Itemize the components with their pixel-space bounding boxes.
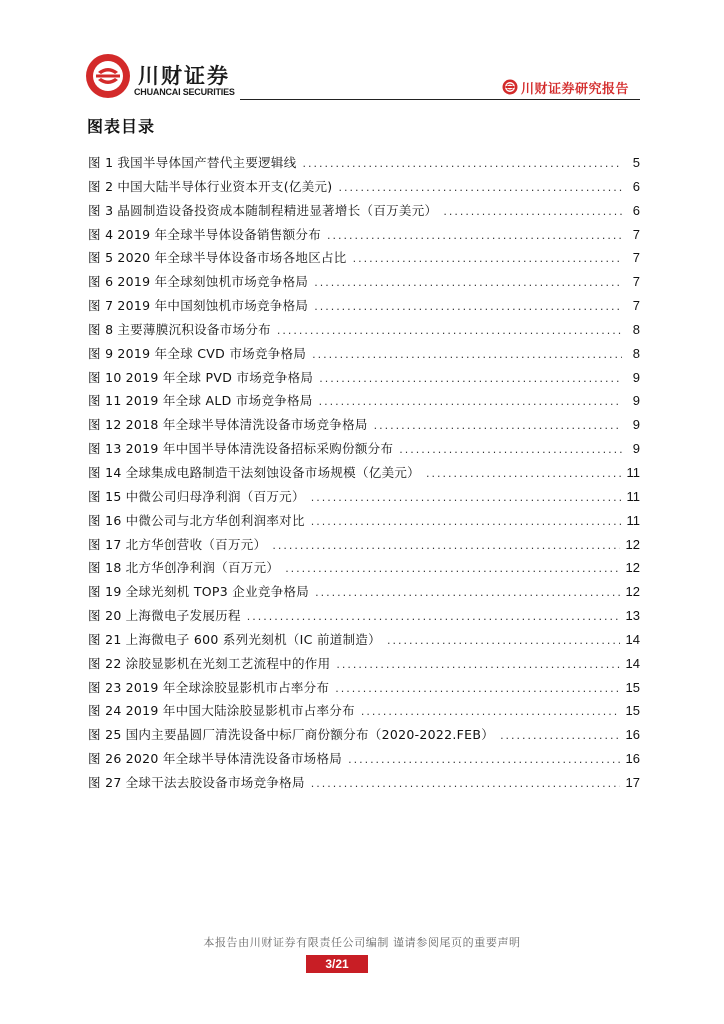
figure-number: 图 5 <box>88 250 114 266</box>
toc-entry[interactable] <box>88 582 640 606</box>
page-number: 7 <box>632 226 640 242</box>
page-number: 9 <box>632 417 640 433</box>
figure-number: 图 21 <box>88 631 122 647</box>
dot-leader <box>336 658 619 671</box>
figure-number: 图 14 <box>88 464 122 480</box>
toc-list <box>88 153 640 797</box>
dot-leader <box>399 443 622 456</box>
figure-number: 图 24 <box>88 703 122 719</box>
dot-leader <box>314 300 622 313</box>
dot-leader <box>374 419 622 432</box>
figure-title: 涂胶显影机在光刻工艺流程中的作用 <box>125 655 331 671</box>
figure-title: 上海微电子发展历程 <box>125 608 241 624</box>
figure-title: 全球集成电路制造干法刻蚀设备市场规模（亿美元） <box>125 464 420 480</box>
dot-leader <box>361 705 620 718</box>
figure-title: 2019 年中国刻蚀机市场竞争格局 <box>117 298 309 314</box>
figure-title: 国内主要晶圆厂清洗设备中标厂商份额分布（2020-2022.FEB） <box>125 727 495 743</box>
toc-entry[interactable] <box>88 201 640 225</box>
page-number: 7 <box>632 274 640 290</box>
figure-number: 图 6 <box>88 274 114 290</box>
dot-leader <box>353 252 622 265</box>
toc-entry[interactable] <box>88 749 640 773</box>
page-number: 16 <box>625 727 640 743</box>
figure-number: 图 3 <box>88 202 114 218</box>
figure-number: 图 25 <box>88 727 122 743</box>
figure-number: 图 16 <box>88 512 122 528</box>
figure-title: 中微公司归母净利润（百万元） <box>125 488 305 504</box>
figure-title: 我国半导体国产替代主要逻辑线 <box>117 155 297 170</box>
brand-name-cn: 川财证券 <box>138 64 230 88</box>
toc-entry[interactable] <box>88 463 640 487</box>
page-number: 14 <box>625 631 640 647</box>
page-number-badge: 3/21 <box>306 955 368 973</box>
page-number: 17 <box>625 774 640 790</box>
toc-entry[interactable] <box>88 177 640 201</box>
dot-leader <box>311 515 621 528</box>
dot-leader <box>311 491 621 504</box>
page-number: 11 <box>626 488 640 504</box>
figure-title: 2019 年全球 PVD 市场竞争格局 <box>125 369 314 385</box>
figure-number: 图 22 <box>88 655 122 671</box>
page-number: 7 <box>632 250 640 266</box>
dot-leader <box>247 610 620 623</box>
toc-entry[interactable] <box>88 439 640 463</box>
toc-entry[interactable] <box>88 368 640 392</box>
page-number: 5 <box>632 155 640 170</box>
dot-leader <box>426 467 621 480</box>
figure-title: 全球光刻机 TOP3 企业竞争格局 <box>125 584 310 600</box>
figure-number: 图 17 <box>88 536 122 552</box>
toc-entry[interactable] <box>88 606 640 630</box>
figure-title: 2019 年中国半导体清洗设备招标采购份额分布 <box>125 441 394 457</box>
page-number: 9 <box>632 369 640 385</box>
page-number: 14 <box>625 655 640 671</box>
dot-leader <box>338 181 622 194</box>
toc-entry[interactable] <box>88 487 640 511</box>
figure-title: 2019 年全球 CVD 市场竞争格局 <box>117 345 307 361</box>
dot-leader <box>327 229 622 242</box>
page-number: 16 <box>625 751 640 767</box>
page-number: 9 <box>632 393 640 409</box>
figure-number: 图 26 <box>88 751 122 767</box>
toc-entry[interactable] <box>88 153 640 177</box>
figure-number: 图 4 <box>88 226 114 242</box>
toc-entry[interactable] <box>88 773 640 797</box>
company-logo <box>84 52 132 100</box>
figure-number: 图 2 <box>88 178 114 194</box>
toc-title: 图表目录 <box>87 117 156 136</box>
dot-leader <box>285 562 619 575</box>
report-logo-icon <box>502 79 518 95</box>
page-number: 12 <box>625 536 640 552</box>
toc-entry[interactable] <box>88 535 640 559</box>
figure-title: 北方华创净利润（百万元） <box>125 560 280 576</box>
dot-leader <box>500 729 619 742</box>
toc-entry[interactable] <box>88 725 640 749</box>
toc-entry[interactable] <box>88 344 640 368</box>
figure-number: 图 27 <box>88 774 122 790</box>
page-number: 6 <box>632 178 640 194</box>
brand-name-en: CHUANCAI SECURITIES <box>134 87 235 97</box>
page-number: 11 <box>626 464 640 480</box>
figure-title: 2018 年全球半导体清洗设备市场竞争格局 <box>125 417 368 433</box>
page-number: 7 <box>632 298 640 314</box>
figure-title: 中国大陆半导体行业资本开支(亿美元) <box>117 178 333 194</box>
figure-number: 图 7 <box>88 298 114 314</box>
figure-number: 图 18 <box>88 560 122 576</box>
figure-title: 2019 年全球半导体设备销售额分布 <box>117 226 321 242</box>
figure-title: 上海微电子 600 系列光刻机（IC 前道制造） <box>125 631 381 647</box>
dot-leader <box>319 372 622 385</box>
figure-title: 中微公司与北方华创利润率对比 <box>125 512 305 528</box>
figure-number: 图 1 <box>88 155 114 170</box>
figure-number: 图 8 <box>88 321 114 337</box>
figure-number: 图 23 <box>88 679 122 695</box>
toc-entry[interactable] <box>88 248 640 272</box>
figure-title: 主要薄膜沉积设备市场分布 <box>117 321 271 337</box>
dot-leader <box>272 539 619 552</box>
page-number: 9 <box>632 441 640 457</box>
toc-entry[interactable] <box>88 511 640 535</box>
page-number: 8 <box>632 321 640 337</box>
figure-number: 图 13 <box>88 441 122 457</box>
figure-number: 图 15 <box>88 488 122 504</box>
figure-title: 晶圆制造设备投资成本随制程精进显著增长（百万美元） <box>117 202 438 218</box>
toc-entry[interactable] <box>88 225 640 249</box>
dot-leader <box>277 324 622 337</box>
page-number: 8 <box>632 345 640 361</box>
header-divider <box>240 99 640 100</box>
page-number: 12 <box>625 584 640 600</box>
dot-leader <box>314 276 622 289</box>
figure-number: 图 12 <box>88 417 122 433</box>
figure-number: 图 9 <box>88 345 114 361</box>
toc-entry[interactable] <box>88 320 640 344</box>
toc-entry[interactable] <box>88 296 640 320</box>
figure-number: 图 11 <box>88 393 122 409</box>
page-number: 15 <box>625 703 640 719</box>
toc-entry[interactable] <box>88 701 640 725</box>
figure-title: 2019 年中国大陆涂胶显影机市占率分布 <box>125 703 355 719</box>
page-number: 13 <box>625 608 640 624</box>
dot-leader <box>315 586 619 599</box>
figure-title: 全球干法去胶设备市场竞争格局 <box>125 774 305 790</box>
toc-entry[interactable] <box>88 272 640 296</box>
toc-entry[interactable] <box>88 630 640 654</box>
toc-entry[interactable] <box>88 558 640 582</box>
toc-entry[interactable] <box>88 391 640 415</box>
dot-leader <box>319 395 622 408</box>
toc-entry[interactable] <box>88 415 640 439</box>
figure-title: 2019 年全球 ALD 市场竞争格局 <box>125 393 313 409</box>
page-number: 6 <box>632 202 640 218</box>
dot-leader <box>335 682 619 695</box>
figure-number: 图 19 <box>88 584 122 600</box>
dot-leader <box>312 348 622 361</box>
toc-entry[interactable] <box>88 678 640 702</box>
dot-leader <box>311 777 620 790</box>
figure-title: 2020 年全球半导体清洗设备市场格局 <box>125 751 343 767</box>
dot-leader <box>443 205 622 218</box>
figure-number: 图 10 <box>88 369 122 385</box>
dot-leader <box>348 753 619 766</box>
figure-title: 2019 年全球刻蚀机市场竞争格局 <box>117 274 309 290</box>
figure-title: 2020 年全球半导体设备市场各地区占比 <box>117 250 347 266</box>
toc-entry[interactable] <box>88 654 640 678</box>
report-label: 川财证券研究报告 <box>521 82 630 97</box>
figure-number: 图 20 <box>88 608 122 624</box>
footer-disclaimer: 本报告由川财证券有限责任公司编制 谨请参阅尾页的重要声明 <box>203 936 521 949</box>
dot-leader <box>303 157 622 170</box>
page-number: 15 <box>625 679 640 695</box>
page-number: 11 <box>626 512 640 528</box>
page-number: 12 <box>625 560 640 576</box>
figure-title: 北方华创营收（百万元） <box>125 536 267 552</box>
dot-leader <box>387 634 620 647</box>
figure-title: 2019 年全球涂胶显影机市占率分布 <box>125 679 330 695</box>
